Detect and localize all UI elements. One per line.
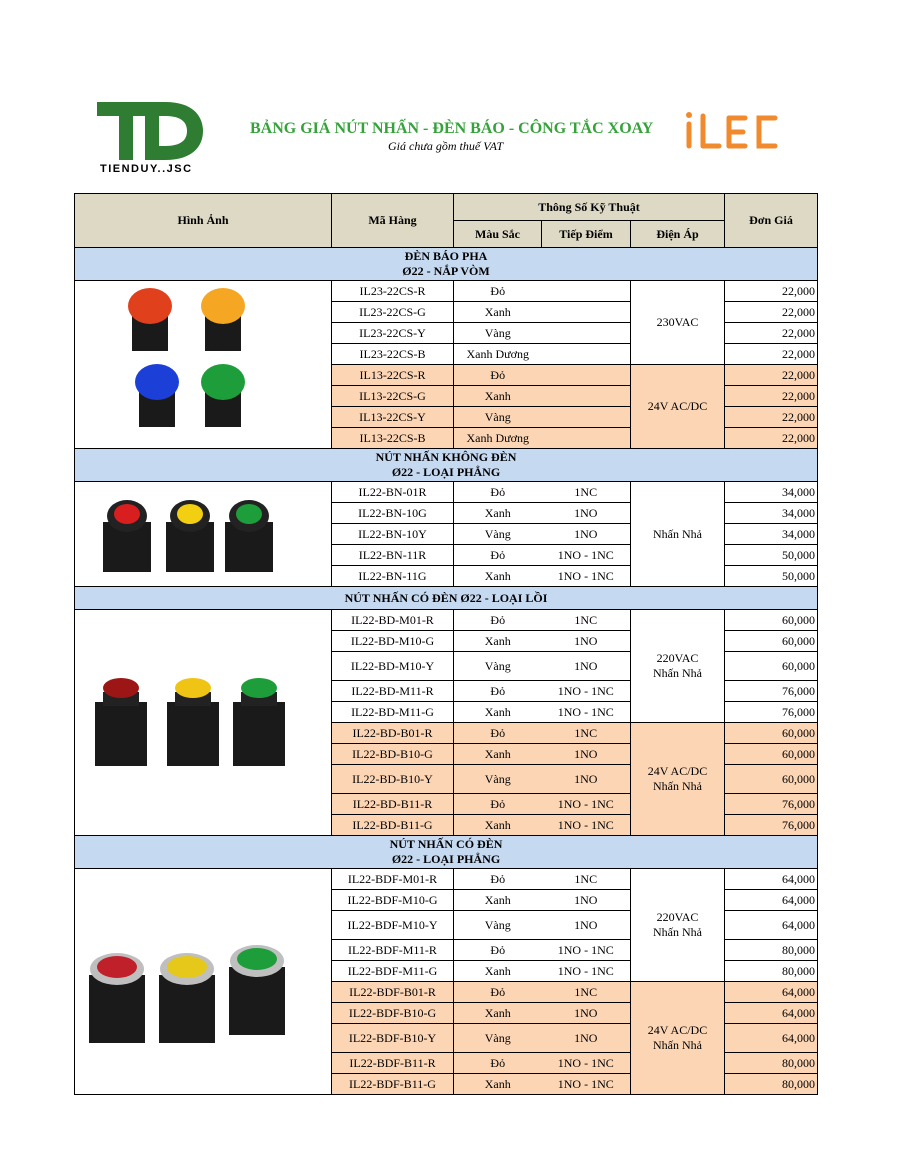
product-contact [542,386,631,407]
product-code: IL22-BD-B01-R [332,723,454,744]
product-price: 22,000 [725,428,818,449]
section-title: ĐÈN BÁO PHA [404,249,488,263]
product-price: 80,000 [725,961,818,982]
button-green [229,945,285,1035]
product-contact: 1NO - 1NC [542,681,631,702]
product-price: 80,000 [725,1074,818,1095]
voltage-line2: Nhấn Nhả [653,666,702,680]
product-color: Đỏ [454,610,542,631]
product-color: Đỏ [454,982,542,1003]
product-price: 64,000 [725,1003,818,1024]
product-color: Đỏ [454,723,542,744]
product-code: IL23-22CS-B [332,344,454,365]
product-code: IL23-22CS-R [332,281,454,302]
product-price: 50,000 [725,566,818,587]
product-price: 76,000 [725,681,818,702]
header-image: Hình Ảnh [75,194,332,248]
product-contact [542,407,631,428]
product-color: Xanh [454,631,542,652]
product-code: IL22-BDF-M11-R [332,940,454,961]
product-color: Xanh [454,386,542,407]
product-code: IL23-22CS-Y [332,323,454,344]
product-price: 22,000 [725,302,818,323]
product-price: 64,000 [725,982,818,1003]
product-code: IL22-BDF-B10-Y [332,1024,454,1053]
product-color: Xanh [454,1074,542,1095]
product-price: 22,000 [725,365,818,386]
product-code: IL22-BD-M10-Y [332,652,454,681]
product-price: 34,000 [725,482,818,503]
product-contact: 1NO [542,890,631,911]
product-price: 80,000 [725,1053,818,1074]
product-code: IL22-BN-11G [332,566,454,587]
product-price: 22,000 [725,281,818,302]
product-color: Đỏ [454,794,542,815]
product-contact [542,323,631,344]
voltage-line2: Nhấn Nhả [653,1038,702,1052]
page-title: BẢNG GIÁ NÚT NHẤN - ĐÈN BÁO - CÔNG TẮC XOAY [250,120,654,137]
product-contact: 1NO [542,1024,631,1053]
voltage-line2: Nhấn Nhả [653,925,702,939]
product-price: 64,000 [725,890,818,911]
product-color: Đỏ [454,281,542,302]
product-price: 60,000 [725,652,818,681]
product-color: Xanh [454,503,542,524]
product-voltage [631,723,725,836]
button-green [233,678,285,766]
button-red [95,678,147,766]
pilot-light-blue [135,364,179,427]
product-color: Vàng [454,407,542,428]
product-price: 60,000 [725,723,818,744]
product-image-pilot-lights [75,281,332,449]
product-price: 76,000 [725,702,818,723]
product-voltage [631,982,725,1095]
button-yellow [167,678,219,766]
product-color: Xanh [454,1003,542,1024]
button-yellow [166,500,214,572]
button-red [89,953,145,1043]
header-voltage: Điện Áp [631,221,725,248]
product-color: Xanh [454,815,542,836]
product-price: 50,000 [725,545,818,566]
product-voltage [631,869,725,982]
product-contact: 1NO [542,765,631,794]
product-color: Vàng [454,911,542,940]
product-code: IL22-BD-M11-G [332,702,454,723]
product-contact: 1NO - 1NC [542,961,631,982]
product-contact: 1NO - 1NC [542,940,631,961]
product-price: 60,000 [725,765,818,794]
product-price: 34,000 [725,503,818,524]
product-color: Đỏ [454,482,542,503]
product-contact [542,281,631,302]
product-code: IL13-22CS-Y [332,407,454,428]
product-code: IL22-BDF-B10-G [332,1003,454,1024]
button-red [103,500,151,572]
product-color: Xanh [454,302,542,323]
product-code: IL22-BDF-M10-Y [332,911,454,940]
product-color: Xanh [454,890,542,911]
pilot-light-green [201,364,245,427]
section-subtitle: Ø22 - LOẠI PHẲNG [391,465,501,479]
product-color: Đỏ [454,681,542,702]
product-color: Đỏ [454,545,542,566]
section-title: NÚT NHẤN CÓ ĐÈN [389,837,503,851]
product-code: IL22-BN-11R [332,545,454,566]
button-green [225,500,273,572]
product-price: 22,000 [725,407,818,428]
product-image-flush-illuminated-buttons [75,869,332,1095]
voltage-line1: 24V AC/DC [647,764,708,778]
product-code: IL13-22CS-B [332,428,454,449]
product-contact: 1NO [542,524,631,545]
product-voltage: Nhấn Nhả [631,482,725,587]
product-voltage: 24V AC/DC [631,365,725,449]
product-voltage [631,610,725,723]
product-price: 60,000 [725,610,818,631]
button-yellow [159,953,215,1043]
product-code: IL22-BD-M11-R [332,681,454,702]
ilec-logo [683,110,783,152]
product-code: IL22-BD-M01-R [332,610,454,631]
product-code: IL23-22CS-G [332,302,454,323]
product-code: IL22-BN-10Y [332,524,454,545]
section-title: NÚT NHẤN CÓ ĐÈN Ø22 - LOẠI LỒI [344,590,548,605]
voltage-line1: 220VAC [656,651,699,665]
product-contact: 1NO - 1NC [542,545,631,566]
product-price: 80,000 [725,940,818,961]
voltage-line1: 220VAC [656,910,699,924]
product-color: Đỏ [454,869,542,890]
voltage-line1: 24V AC/DC [647,1023,708,1037]
product-contact [542,302,631,323]
header-code: Mã Hàng [332,194,454,248]
product-color: Vàng [454,524,542,545]
product-price: 22,000 [725,323,818,344]
product-price: 64,000 [725,869,818,890]
product-contact [542,365,631,386]
price-table [74,193,818,1095]
section-subtitle: Ø22 - LOẠI PHẲNG [391,852,501,866]
product-color: Xanh [454,702,542,723]
product-color: Đỏ [454,1053,542,1074]
product-price: 60,000 [725,744,818,765]
product-code: IL22-BD-B11-G [332,815,454,836]
page-subtitle: Giá chưa gồm thuế VAT [388,139,504,153]
product-code: IL22-BDF-M10-G [332,890,454,911]
product-price: 34,000 [725,524,818,545]
product-color: Vàng [454,1024,542,1053]
product-contact [542,428,631,449]
header-contact: Tiếp Điểm [542,221,631,248]
product-code: IL22-BN-01R [332,482,454,503]
pilot-light-yellow [201,288,245,351]
product-price: 22,000 [725,386,818,407]
product-price: 76,000 [725,794,818,815]
product-code: IL22-BN-10G [332,503,454,524]
product-code: IL13-22CS-R [332,365,454,386]
product-contact: 1NO [542,652,631,681]
product-contact: 1NC [542,723,631,744]
product-contact: 1NO - 1NC [542,1074,631,1095]
product-contact: 1NO [542,503,631,524]
product-color: Xanh [454,961,542,982]
header-color: Màu Sắc [454,221,542,248]
product-code: IL22-BDF-B11-G [332,1074,454,1095]
product-contact: 1NO - 1NC [542,794,631,815]
product-color: Xanh [454,744,542,765]
product-contact: 1NO [542,1003,631,1024]
product-code: IL22-BDF-B11-R [332,1053,454,1074]
product-price: 64,000 [725,911,818,940]
product-code: IL22-BD-M10-G [332,631,454,652]
product-color: Xanh Dương [454,344,542,365]
section-header [75,449,818,482]
section-title: NÚT NHẤN KHÔNG ĐÈN [375,450,517,464]
product-contact: 1NO [542,631,631,652]
product-contact: 1NO - 1NC [542,566,631,587]
section-subtitle: Ø22 - NẮP VÒM [402,264,490,278]
product-code: IL13-22CS-G [332,386,454,407]
product-image-raised-illuminated-buttons [75,610,332,836]
product-code: IL22-BD-B11-R [332,794,454,815]
product-image-flush-buttons [75,482,332,587]
product-code: IL22-BD-B10-G [332,744,454,765]
product-color: Xanh Dương [454,428,542,449]
product-color: Đỏ [454,365,542,386]
product-color: Đỏ [454,940,542,961]
product-code: IL22-BDF-B01-R [332,982,454,1003]
product-voltage: 230VAC [631,281,725,365]
tienduy-logo-text: TIENDUY..JSC [100,163,193,175]
header-price: Đơn Giá [725,194,818,248]
product-contact [542,344,631,365]
product-price: 60,000 [725,631,818,652]
product-code: IL22-BDF-M11-G [332,961,454,982]
product-contact: 1NO [542,911,631,940]
product-contact: 1NC [542,982,631,1003]
product-contact: 1NO - 1NC [542,702,631,723]
product-color: Vàng [454,765,542,794]
product-contact: 1NC [542,482,631,503]
product-color: Vàng [454,323,542,344]
product-price: 76,000 [725,815,818,836]
header-spec: Thông Số Kỹ Thuật [454,194,725,221]
voltage-line2: Nhấn Nhả [653,779,702,793]
section-header [75,836,818,869]
product-color: Vàng [454,652,542,681]
product-price: 22,000 [725,344,818,365]
section-header [75,587,818,610]
product-code: IL22-BD-B10-Y [332,765,454,794]
product-color: Xanh [454,566,542,587]
section-header [75,248,818,281]
product-contact: 1NC [542,610,631,631]
pilot-light-red [128,288,172,351]
product-contact: 1NO - 1NC [542,815,631,836]
product-contact: 1NC [542,869,631,890]
product-contact: 1NO - 1NC [542,1053,631,1074]
product-contact: 1NO [542,744,631,765]
page-header [0,0,900,190]
product-price: 64,000 [725,1024,818,1053]
product-code: IL22-BDF-M01-R [332,869,454,890]
